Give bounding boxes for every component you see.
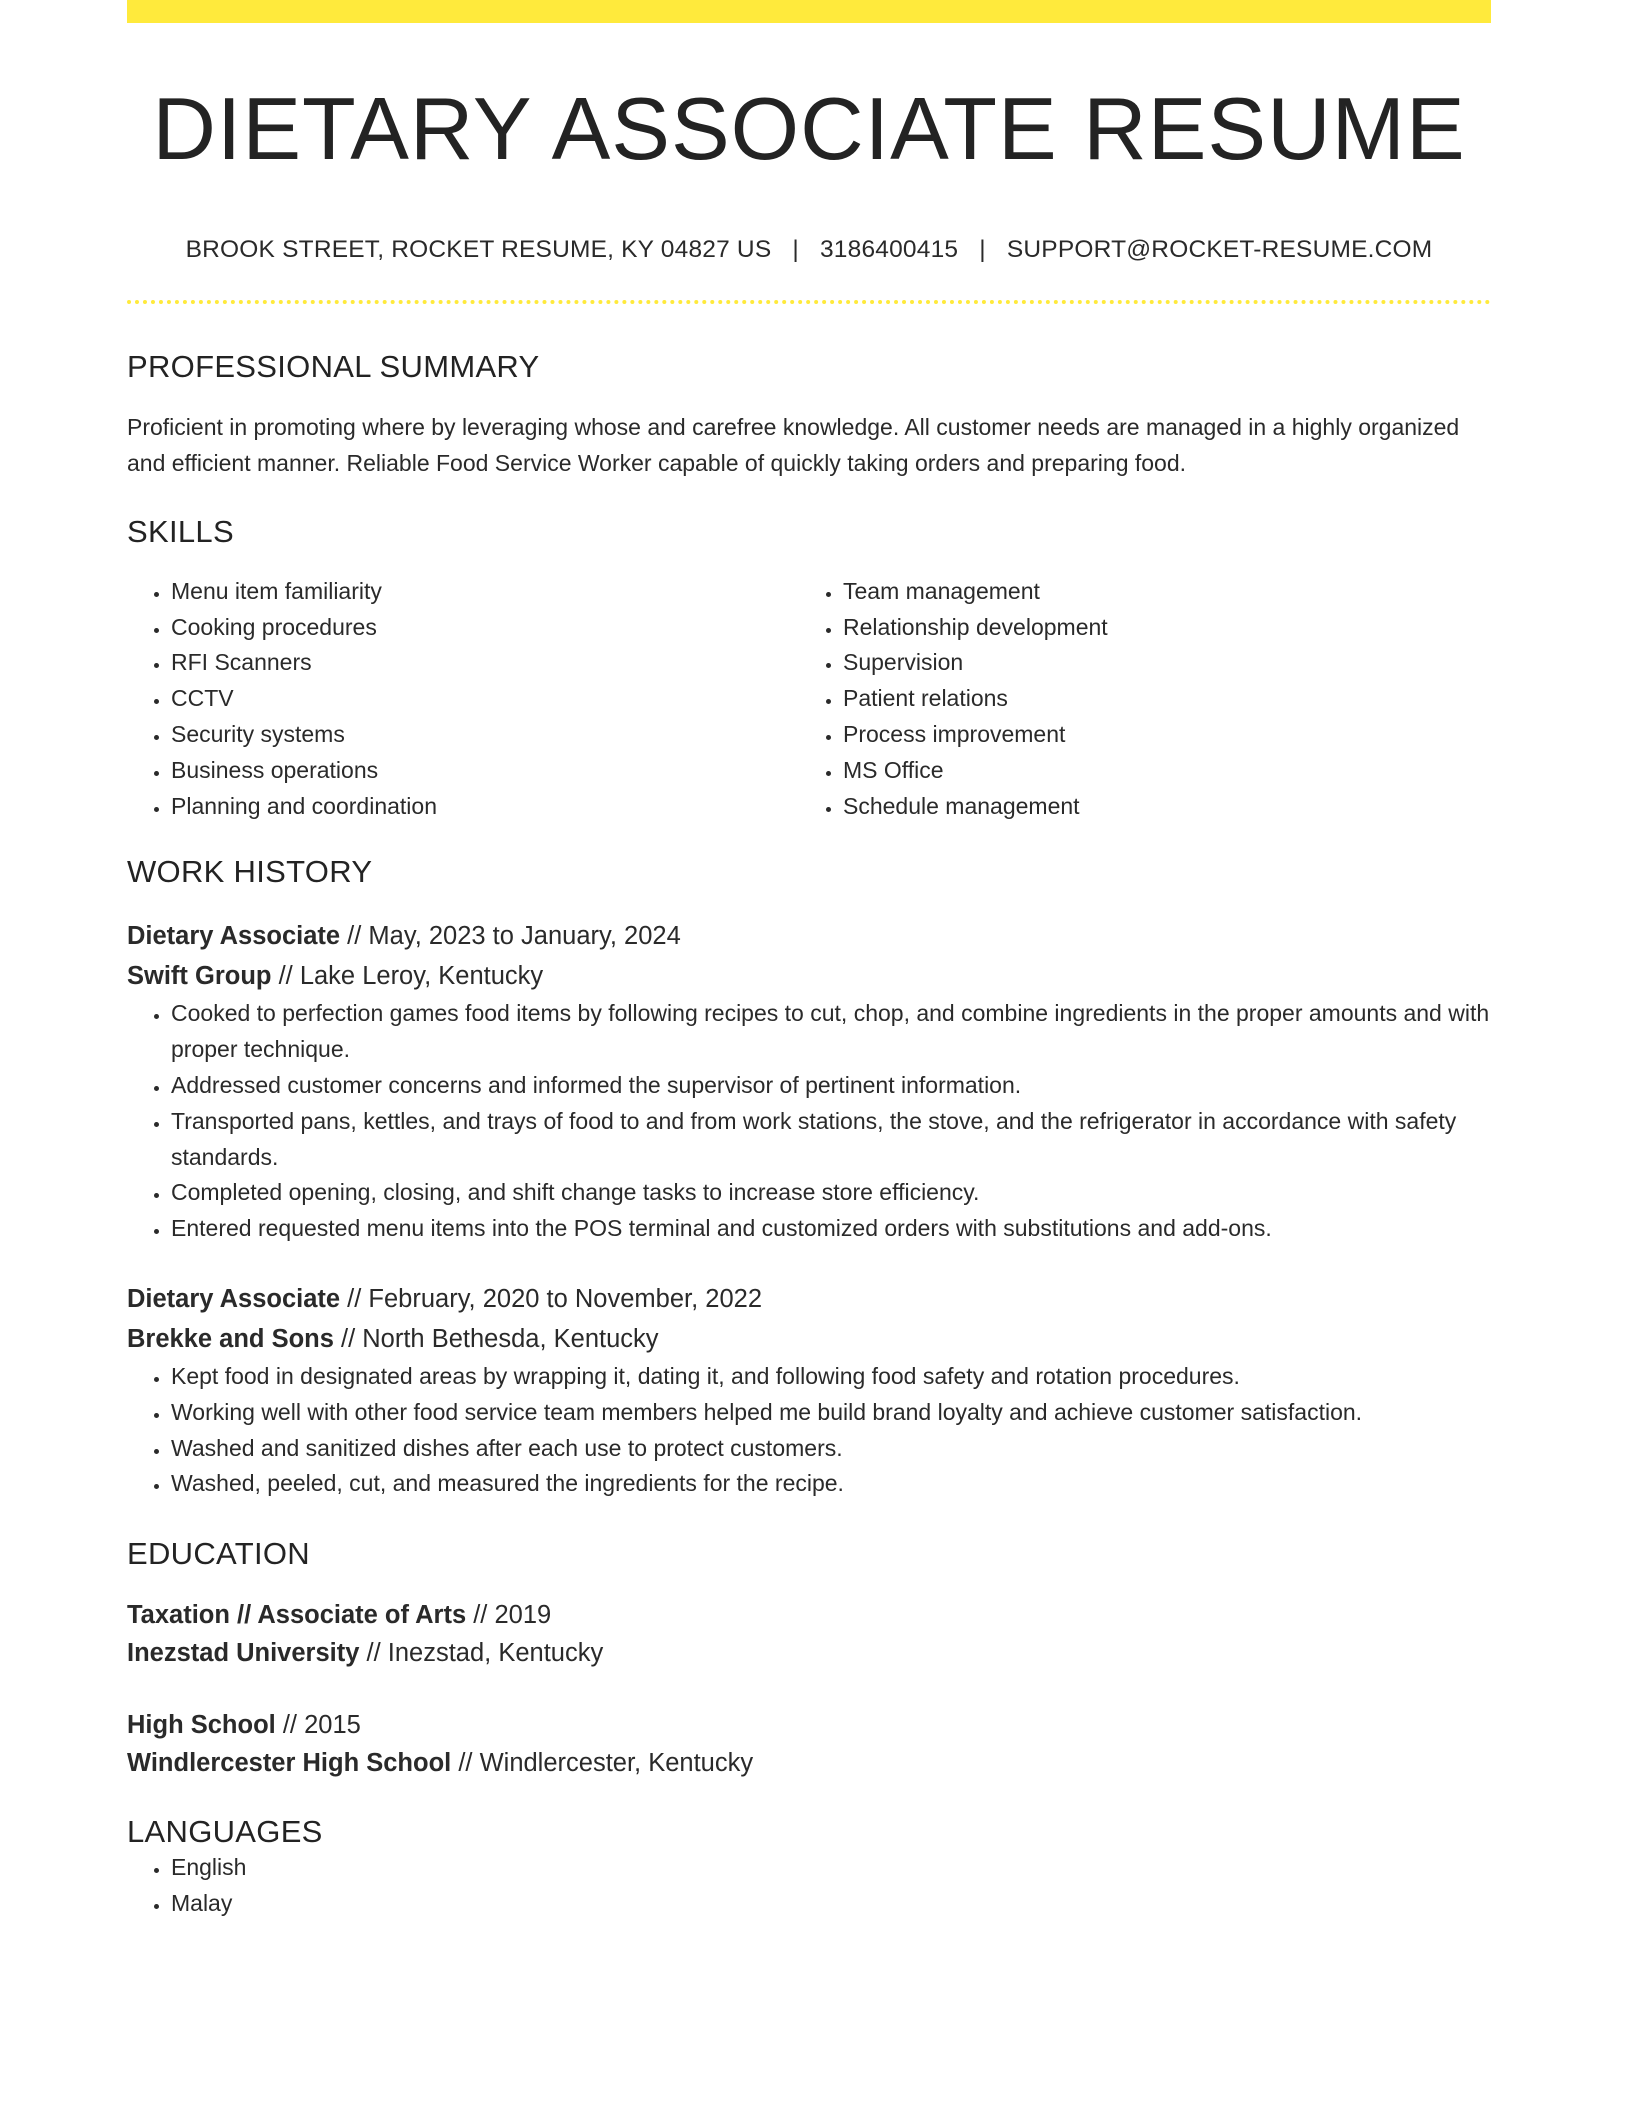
skill-item: • Schedule management — [843, 789, 1471, 825]
skill-item: • Security systems — [171, 717, 799, 753]
contact-separator: | — [792, 235, 799, 263]
skill-item: • Team management — [843, 574, 1471, 610]
contact-email: SUPPORT@ROCKET-RESUME.COM — [1006, 235, 1433, 263]
work-history-heading: WORK HISTORY — [127, 854, 373, 890]
skill-item: • Menu item familiarity — [171, 574, 799, 610]
job-bullet: • Completed opening, closing, and shift change tasks to increase store efficiency. — [171, 1175, 1491, 1211]
education-degree-line — [127, 1596, 1491, 1634]
job-title-line — [127, 1279, 1491, 1319]
language-item: • English — [171, 1850, 1491, 1886]
job-bullet: • Cooked to perfection games food items by following recipes to cut, chop, and combine ingredients in the proper amounts and with proper technique. — [171, 996, 1491, 1068]
education-entry — [127, 1706, 1491, 1782]
job-location: // North Bethesda, Kentucky — [333, 1324, 659, 1353]
job-title: Dietary Associate — [127, 922, 341, 951]
education-year: // 2015 — [275, 1711, 361, 1740]
job-bullet-list — [127, 1359, 1491, 1502]
skill-item: • RFI Scanners — [171, 645, 799, 681]
education-school-line — [127, 1634, 1491, 1672]
languages-heading: LANGUAGES — [127, 1814, 323, 1850]
skills-column-left — [127, 574, 799, 825]
summary-heading: PROFESSIONAL SUMMARY — [127, 348, 540, 384]
job-bullet: • Washed, peeled, cut, and measured the ingredients for the recipe. — [171, 1466, 1491, 1502]
skill-item: • Process improvement — [843, 717, 1471, 753]
contact-line — [127, 236, 1491, 264]
skill-item: • CCTV — [171, 681, 799, 717]
job-bullet: • Working well with other food service team members helped me build brand loyalty and achieve customer satisfaction. — [171, 1395, 1491, 1431]
dotted-divider — [127, 300, 1491, 304]
job-company: Swift Group — [127, 962, 272, 991]
language-item: • Malay — [171, 1886, 1491, 1922]
job-dates: // February, 2020 to November, 2022 — [340, 1284, 763, 1313]
contact-address: BROOK STREET, ROCKET RESUME, KY 04827 US — [185, 235, 772, 263]
education-school: Inezstad University — [127, 1639, 360, 1668]
languages-list — [127, 1850, 1491, 1922]
resume-title: DIETARY ASSOCIATE RESUME — [152, 79, 1466, 178]
job-location: // Lake Leroy, Kentucky — [271, 962, 544, 991]
job-entry — [127, 1279, 1491, 1502]
education-heading: EDUCATION — [127, 1536, 310, 1572]
skills-grid — [127, 574, 1491, 825]
education-location: // Windlercester, Kentucky — [451, 1749, 754, 1778]
contact-separator: | — [979, 235, 986, 263]
skill-item: • MS Office — [843, 753, 1471, 789]
skill-item: • Cooking procedures — [171, 610, 799, 646]
skill-item: • Patient relations — [843, 681, 1471, 717]
skills-heading: SKILLS — [127, 513, 234, 549]
job-company-line — [127, 1319, 1491, 1359]
job-entry — [127, 916, 1491, 1247]
contact-phone: 3186400415 — [819, 235, 959, 263]
skill-item: • Supervision — [843, 645, 1471, 681]
education-school-line — [127, 1744, 1491, 1782]
education-location: // Inezstad, Kentucky — [359, 1639, 604, 1668]
job-dates: // May, 2023 to January, 2024 — [340, 922, 681, 951]
summary-text: Proficient in promoting where by leveraging whose and carefree knowledge. All customer needs are managed in a highly organized and efficient manner. Reliable Food Service Worker capable of quickly taking orders and preparing food. — [127, 413, 1460, 476]
job-company: Brekke and Sons — [127, 1324, 334, 1353]
education-entry — [127, 1596, 1491, 1672]
job-bullet-list — [127, 996, 1491, 1247]
job-title-line — [127, 916, 1491, 956]
job-company-line — [127, 956, 1491, 996]
education-degree: Taxation // Associate of Arts — [127, 1601, 467, 1630]
skill-item: • Planning and coordination — [171, 789, 799, 825]
skill-item: • Relationship development — [843, 610, 1471, 646]
education-degree-line — [127, 1706, 1491, 1744]
job-bullet: • Addressed customer concerns and informed the supervisor of pertinent information. — [171, 1068, 1491, 1104]
skills-column-right — [799, 574, 1471, 825]
education-school: Windlercester High School — [127, 1749, 452, 1778]
job-bullet: • Entered requested menu items into the POS terminal and customized orders with substitutions and add-ons. — [171, 1211, 1491, 1247]
resume-page — [127, 0, 1491, 1922]
education-year: // 2019 — [466, 1601, 552, 1630]
job-title: Dietary Associate — [127, 1284, 341, 1313]
education-degree: High School — [127, 1711, 276, 1740]
job-bullet: • Washed and sanitized dishes after each use to protect customers. — [171, 1431, 1491, 1467]
job-bullet: • Kept food in designated areas by wrapping it, dating it, and following food safety and rotation procedures. — [171, 1359, 1491, 1395]
accent-top-bar — [127, 0, 1491, 23]
skill-item: • Business operations — [171, 753, 799, 789]
job-bullet: • Transported pans, kettles, and trays of food to and from work stations, the stove, and the refrigerator in accordance with safety standards. — [171, 1104, 1491, 1176]
